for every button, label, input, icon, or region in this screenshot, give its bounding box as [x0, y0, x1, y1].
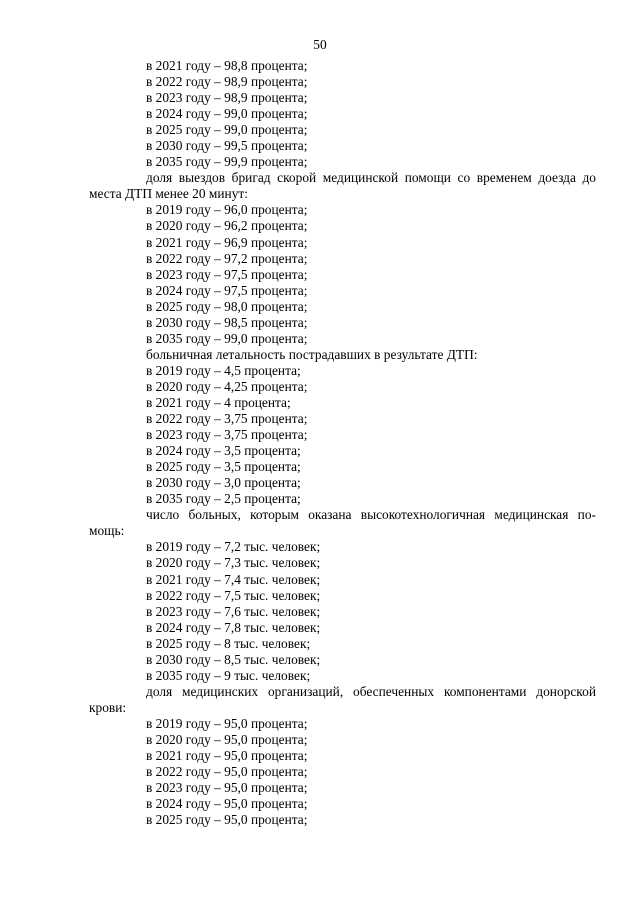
list-item: в 2022 году – 7,5 тыс. человек;: [146, 587, 321, 603]
list-item: в 2022 году – 3,75 процента;: [146, 411, 308, 427]
list-item: в 2023 году – 3,75 процента;: [146, 427, 308, 443]
list-item: в 2030 году – 98,5 процента;: [146, 314, 308, 330]
indicator-heading: доля медицинских организаций, обеспеченных компонентами донорской: [146, 683, 596, 699]
indicator-heading: доля выездов бригад скорой медицинской помощи со временем доезда до: [146, 170, 596, 186]
indicator-heading-continuation: места ДТП менее 20 минут:: [89, 186, 248, 202]
indicator-section: [89, 507, 596, 684]
indicator-section: [89, 170, 596, 347]
list-item: в 2024 году – 3,5 процента;: [146, 443, 301, 459]
list-item: в 2021 году – 98,8 процента;: [146, 58, 308, 73]
list-item: в 2024 году – 7,8 тыс. человек;: [146, 619, 321, 635]
list-item: в 2024 году – 97,5 процента;: [146, 282, 308, 298]
list-item: в 2020 году – 96,2 процента;: [146, 218, 308, 234]
list-item: в 2030 году – 99,5 процента;: [146, 138, 308, 154]
list-item: в 2021 году – 96,9 процента;: [146, 234, 308, 250]
list-item: в 2030 году – 8,5 тыс. человек;: [146, 651, 321, 667]
list-item: в 2021 году – 4 процента;: [146, 394, 291, 410]
list-item: в 2035 году – 99,9 процента;: [146, 154, 308, 170]
list-item: в 2019 году – 95,0 процента;: [146, 715, 308, 731]
list-item: в 2035 году – 9 тыс. человек;: [146, 667, 311, 683]
list-item: в 2024 году – 95,0 процента;: [146, 796, 308, 812]
list-item: в 2020 году – 7,3 тыс. человек;: [146, 555, 321, 571]
document-body: [89, 58, 596, 828]
list-item: в 2025 году – 99,0 процента;: [146, 122, 308, 138]
list-item: в 2035 году – 2,5 процента;: [146, 491, 301, 507]
list-item: в 2021 году – 7,4 тыс. человек;: [146, 571, 321, 587]
list-item: в 2023 году – 98,9 процента;: [146, 90, 308, 106]
indicator-heading-continuation: крови:: [89, 699, 127, 715]
list-item: в 2023 году – 97,5 процента;: [146, 266, 308, 282]
list-item: в 2035 году – 99,0 процента;: [146, 330, 308, 346]
list-item: в 2019 году – 7,2 тыс. человек;: [146, 539, 321, 555]
indicator-section: [89, 684, 596, 828]
list-item: в 2025 году – 3,5 процента;: [146, 459, 301, 475]
list-item: в 2020 году – 4,25 процента;: [146, 378, 308, 394]
indicator-section: [89, 347, 596, 507]
list-item: в 2025 году – 8 тыс. человек;: [146, 635, 311, 651]
list-item: в 2019 году – 96,0 процента;: [146, 202, 308, 218]
list-item: в 2025 году – 98,0 процента;: [146, 298, 308, 314]
list-item: в 2030 году – 3,0 процента;: [146, 475, 301, 491]
indicator-heading-continuation: мощь:: [89, 523, 125, 539]
indicator-heading: больничная летальность пострадавших в результате ДТП:: [146, 346, 478, 362]
list-item: в 2022 году – 98,9 процента;: [146, 74, 308, 90]
list-item: в 2020 году – 95,0 процента;: [146, 731, 308, 747]
indicator-section: [89, 58, 596, 170]
list-item: в 2025 году – 95,0 процента;: [146, 812, 308, 828]
indicator-heading: число больных, которым оказана высокотехнологичная медицинская по-: [146, 507, 596, 523]
page-number: 50: [313, 37, 327, 52]
list-item: в 2022 году – 95,0 процента;: [146, 764, 308, 780]
list-item: в 2022 году – 97,2 процента;: [146, 250, 308, 266]
list-item: в 2024 году – 99,0 процента;: [146, 106, 308, 122]
list-item: в 2023 году – 7,6 тыс. человек;: [146, 603, 321, 619]
list-item: в 2019 году – 4,5 процента;: [146, 362, 301, 378]
list-item: в 2021 году – 95,0 процента;: [146, 748, 308, 764]
list-item: в 2023 году – 95,0 процента;: [146, 780, 308, 796]
